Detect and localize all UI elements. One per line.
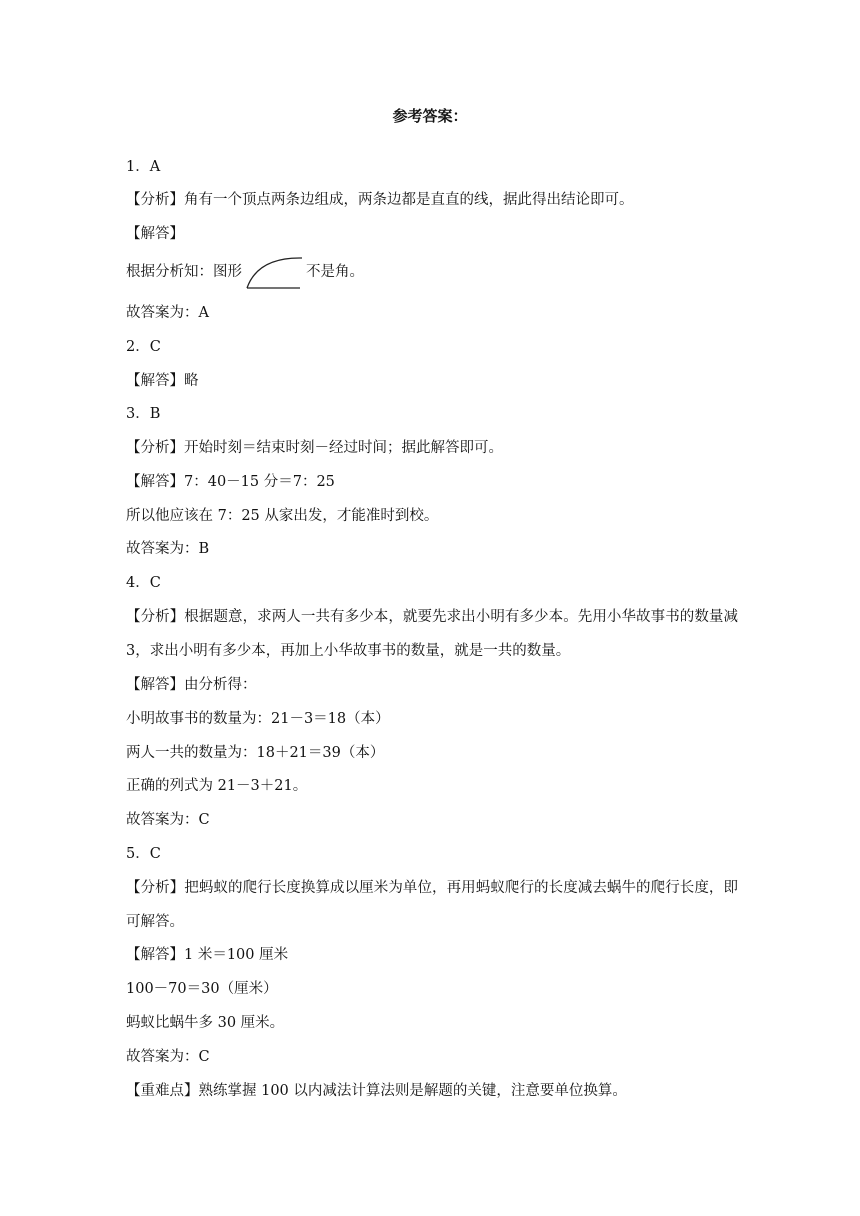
q3-conclusion: 故答案为：B [126,541,210,557]
q2-solution: 【解答】略 [126,373,199,389]
q4-solution: 【解答】由分析得： [126,677,257,693]
q1-conclusion: 故答案为：A [126,305,209,321]
q1-solution [126,253,364,291]
q1-solution-after: 不是角。 [306,264,364,280]
q5-key-point: 【重难点】熟练掌握 100 以内减法计算法则是解题的关键，注意要单位换算。 [126,1083,627,1099]
q3-line2: 所以他应该在 7：25 从家出发，才能准时到校。 [126,508,439,524]
q4-line1: 小明故事书的数量为：21－3＝18（本） [126,711,390,727]
q1-solution-before: 根据分析知：图形 [126,264,242,280]
q5-line2: 蚂蚁比蜗牛多 30 厘米。 [126,1015,285,1031]
q5-solution: 【解答】1 米＝100 厘米 [126,947,289,963]
q5-answer: 5．C [126,846,161,862]
q4-conclusion: 故答案为：C [126,812,210,828]
q1-solution-label: 【解答】 [126,226,184,242]
q1-analysis: 【分析】角有一个顶点两条边组成，两条边都是直直的线，据此得出结论即可。 [126,192,634,208]
q5-analysis: 【分析】把蚂蚁的爬行长度换算成以厘米为单位，再用蚂蚁爬行的长度减去蜗牛的爬行长度，即可解答。 [126,880,738,930]
q3-analysis: 【分析】开始时刻＝结束时刻－经过时间；据此解答即可。 [126,440,503,456]
q4-answer: 4．C [126,575,161,591]
q3-answer: 3．B [126,406,161,422]
q3-solution: 【解答】7：40－15 分＝7：25 [126,474,335,490]
q1-answer: 1．A [126,159,161,175]
page-title: 参考答案： [392,107,468,125]
q2-answer: 2．C [126,339,161,355]
curved-line-figure [244,254,304,290]
q4-analysis: 【分析】根据题意，求两人一共有多少本，就要先求出小明有多少本。先用小华故事书的数量减 3，求出小明有多少本，再加上小华故事书的数量，就是一共的数量。 [126,609,738,659]
q4-line3: 正确的列式为 21－3＋21。 [126,778,308,794]
q4-line2: 两人一共的数量为：18＋21＝39（本） [126,745,385,761]
q5-line1: 100－70＝30（厘米） [126,981,278,997]
q5-conclusion: 故答案为：C [126,1049,210,1065]
